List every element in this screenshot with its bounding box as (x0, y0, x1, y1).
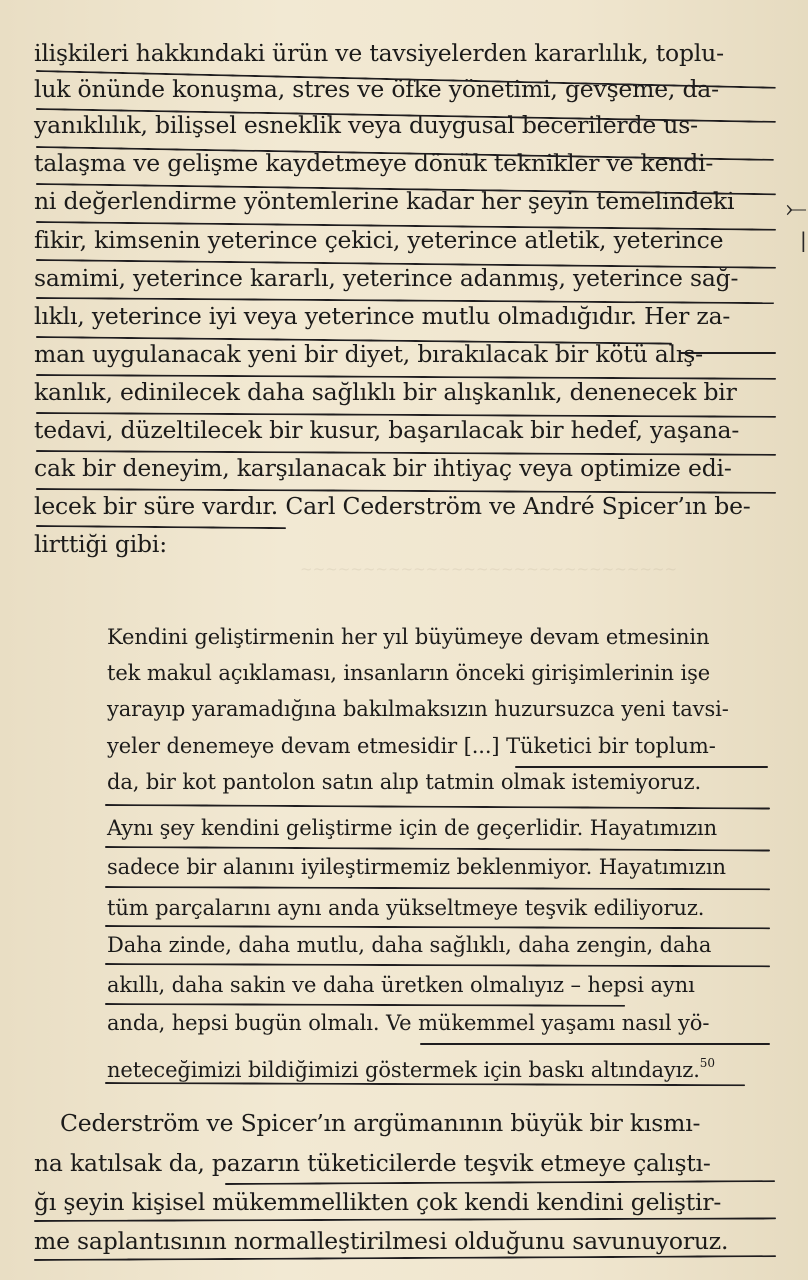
quote-line: anda, hepsi bugün olmalı. Ve mükemmel yaşamı nasıl yö- (107, 1011, 710, 1035)
pen-underline (105, 1003, 625, 1007)
footnote-marker: 50 (699, 1056, 715, 1070)
text-line: na katılsak da, pazarın tüketicilerde teşvik etmeye çalıştı- (34, 1149, 711, 1177)
quote-line: yeler denemeye devam etmesidir [...] Tüketici bir toplum- (107, 734, 716, 758)
pen-underline (420, 1043, 770, 1045)
text-line: tedavi, düzeltilecek bir kusur, başarılacak bir hedef, yaşana- (34, 416, 740, 444)
quote-line (107, 1048, 715, 1085)
text-line: samimi, yeterince kararlı, yeterince adanmış, yeterince sağ- (34, 264, 739, 292)
quote-line: yarayıp yaramadığına bakılmaksızın huzursuzca yeni tavsi- (107, 697, 729, 721)
quote-line: da, bir kot pantolon satın alıp tatmin olmak istemiyoruz. (107, 770, 702, 794)
text-line: lıklı, yeterince iyi veya yeterince mutlu olmadığıdır. Her za- (34, 302, 731, 330)
quote-line: Kendini geliştirmenin her yıl büyümeye devam etmesinin (107, 625, 710, 649)
text-line: ğı şeyin kişisel mükemmellikten çok kendi kendini geliştir- (34, 1188, 722, 1216)
text-line: lecek bir süre vardır. Carl Cederström ve André Spicer’ın be- (34, 492, 751, 520)
pen-underline (105, 886, 770, 890)
pen-underline (105, 846, 770, 851)
arrow-mark-icon: ⤚ (786, 194, 807, 224)
text-line: me saplantısının normalleştirilmesi olduğunu savunuyoruz. (34, 1227, 729, 1255)
pen-underline (105, 804, 770, 809)
quote-line: Aynı şey kendini geliştirme için de geçerlidir. Hayatımızın (107, 816, 718, 840)
bleed-through-text: ~~~~~~~~~~~~~~~~~~~~~~~~~~~~~~ (300, 560, 678, 578)
text-line: yanıklılık, bilişsel esneklik veya duygusal becerilerde us- (34, 111, 698, 139)
text-line: talaşma ve gelişme kaydetmeye dönük teknikler ve kendi- (34, 149, 714, 177)
text-line: kanlık, edinilecek daha sağlıklı bir alışkanlık, denenecek bir (34, 378, 737, 406)
text-line: fikir, kimsenin yeterince çekici, yeterince atletik, yeterince (34, 226, 724, 254)
text-line: man uygulanacak yeni bir diyet, bırakılacak bir kötü alış- (34, 340, 703, 368)
quote-last-line-text: neteceğimizi bildiğimizi göstermek için baskı altındayız. (107, 1058, 700, 1082)
pen-underline (105, 963, 770, 967)
quote-line: akıllı, daha sakin ve daha üretken olmalıyız – hepsi aynı (107, 973, 695, 997)
quote-line: tek makul açıklaması, insanların önceki girişimlerinin işe (107, 661, 711, 685)
pen-underline (225, 1180, 775, 1185)
pen-underline (105, 925, 770, 929)
text-line: ilişkileri hakkındaki ürün ve tavsiyelerden kararlılık, toplu- (34, 39, 724, 67)
quote-line: Daha zinde, daha mutlu, daha sağlıklı, daha zengin, daha (107, 933, 712, 957)
quote-line: tüm parçalarını aynı anda yükseltmeye teşvik ediliyoruz. (107, 896, 705, 920)
quote-line: sadece bir alanını iyileştirmemiz beklenmiyor. Hayatımızın (107, 855, 726, 879)
tick-mark-icon: | (800, 228, 807, 252)
pen-underline (34, 1217, 776, 1222)
text-line: cak bir deneyim, karşılanacak bir ihtiyaç veya optimize edi- (34, 454, 732, 482)
text-line: ni değerlendirme yöntemlerine kadar her şeyin temelindeki (34, 187, 735, 215)
text-line: luk önünde konuşma, stres ve öfke yönetimi, gevşeme, da- (34, 75, 719, 103)
pen-underline (680, 352, 776, 354)
text-line: Cederström ve Spicer’ın argümanının büyük bir kısmı- (60, 1109, 701, 1137)
text-line: lirttiği gibi: (34, 530, 167, 558)
pen-underline (515, 766, 768, 768)
